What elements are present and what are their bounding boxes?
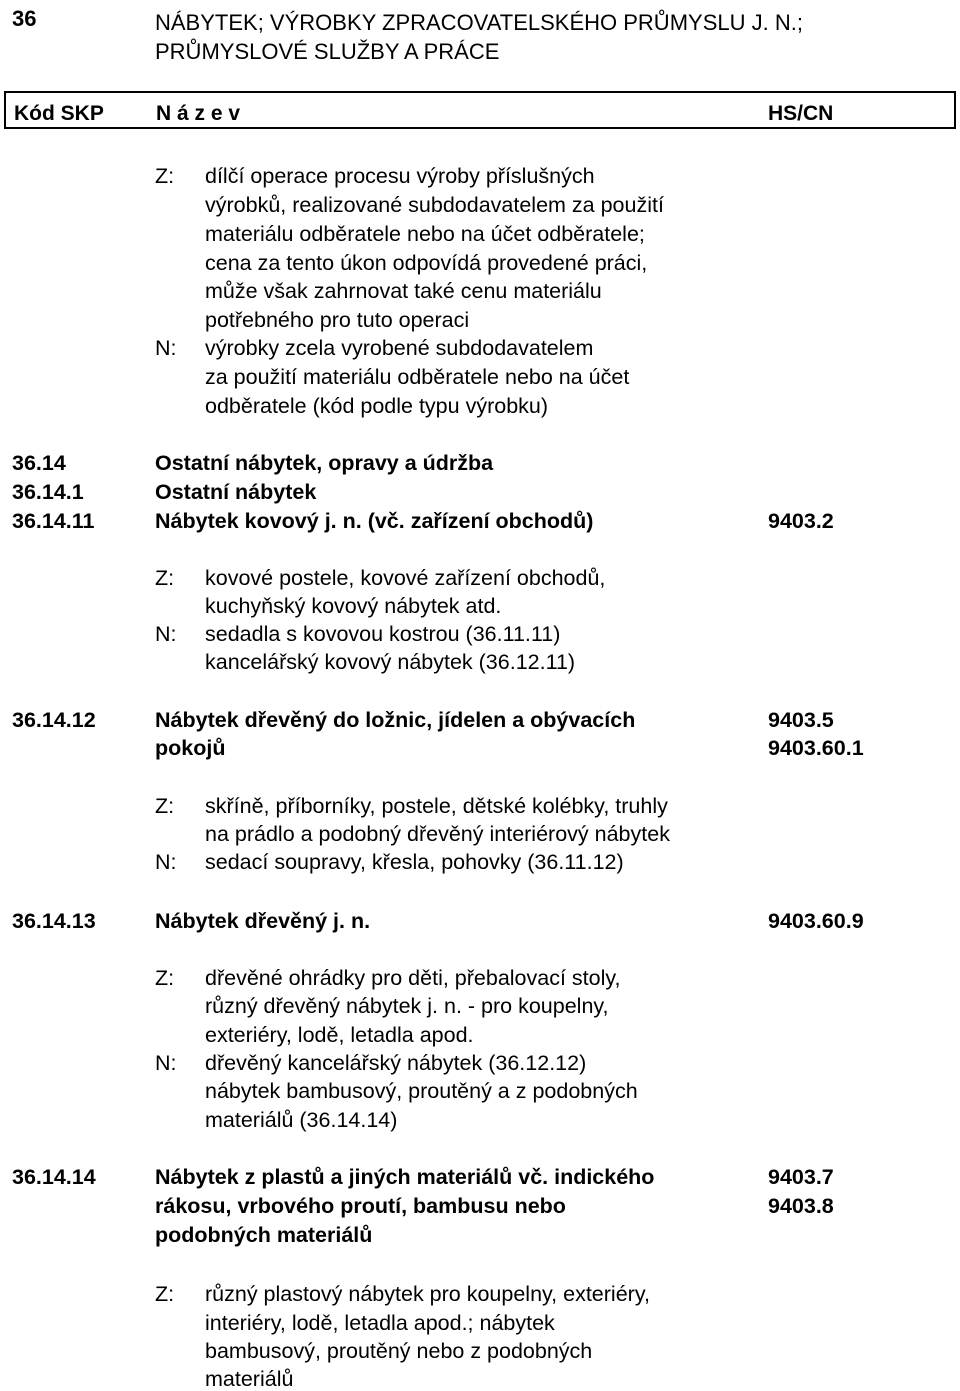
- note-line: různý plastový nábytek pro koupelny, exteriéry,: [205, 1282, 650, 1306]
- include-tag: Z:: [155, 164, 175, 188]
- note-line: dřevěné ohrádky pro děti, přebalovací stoly,: [205, 966, 621, 990]
- item-title: rákosu, vrbového proutí, bambusu nebo: [155, 1194, 566, 1218]
- note-line: na prádlo a podobný dřevěný interiérový nábytek: [205, 822, 670, 846]
- note-line: interiéry, lodě, letadla apod.; nábytek: [205, 1311, 555, 1335]
- note-line: sedací soupravy, křesla, pohovky (36.11.12): [205, 850, 624, 874]
- note-line: za použití materiálu odběratele nebo na účet: [205, 365, 630, 389]
- note-line: výrobků, realizované subdodavatelem za použití: [205, 193, 664, 217]
- group-code: 36.14.1: [12, 480, 84, 504]
- note-line: kuchyňský kovový nábytek atd.: [205, 594, 502, 618]
- exclude-tag: N:: [155, 1051, 177, 1075]
- note-line: může však zahrnovat také cenu materiálu: [205, 279, 602, 303]
- exclude-tag: N:: [155, 622, 177, 646]
- note-line: potřebného pro tuto operaci: [205, 308, 470, 332]
- item-code: 36.14.13: [12, 909, 96, 933]
- item-code: 36.14.12: [12, 708, 96, 732]
- include-tag: Z:: [155, 566, 175, 590]
- page-number: 36: [12, 6, 37, 31]
- column-header-name: N á z e v: [156, 102, 241, 125]
- note-line: kancelářský kovový nábytek (36.12.11): [205, 650, 576, 674]
- hs-code: 9403.60.1: [768, 736, 864, 760]
- table-header: [4, 91, 956, 129]
- exclude-tag: N:: [155, 336, 177, 360]
- note-line: kovové postele, kovové zařízení obchodů,: [205, 566, 606, 590]
- page-title: [155, 8, 803, 66]
- note-line: sedadla s kovovou kostrou (36.11.11): [205, 622, 561, 646]
- include-tag: Z:: [155, 1282, 175, 1306]
- item-code: 36.14.14: [12, 1165, 96, 1189]
- hs-code: 9403.7: [768, 1165, 834, 1189]
- column-header-hs: HS/CN: [768, 102, 834, 125]
- note-line: exteriéry, lodě, letadla apod.: [205, 1023, 474, 1047]
- note-line: skříně, příborníky, postele, dětské kolébky, truhly: [205, 794, 668, 818]
- hs-code: 9403.5: [768, 708, 834, 732]
- include-tag: Z:: [155, 966, 175, 990]
- note-line: různý dřevěný nábytek j. n. - pro koupelny,: [205, 994, 609, 1018]
- exclude-tag: N:: [155, 850, 177, 874]
- note-line: bambusový, proutěný nebo z podobných: [205, 1339, 593, 1363]
- hs-code: 9403.2: [768, 509, 834, 533]
- item-title: podobných materiálů: [155, 1223, 373, 1247]
- group-title: Ostatní nábytek, opravy a údržba: [155, 451, 494, 475]
- page-title-line-2: PRŮMYSLOVÉ SLUŽBY A PRÁCE: [155, 39, 500, 64]
- note-line: materiálů (36.14.14): [205, 1108, 398, 1132]
- column-header-code: Kód SKP: [14, 102, 104, 125]
- item-title: Nábytek z plastů a jiných materiálů vč. indického: [155, 1165, 655, 1189]
- note-line: dílčí operace procesu výroby příslušných: [205, 164, 595, 188]
- note-line: dřevěný kancelářský nábytek (36.12.12): [205, 1051, 587, 1075]
- item-title: pokojů: [155, 736, 226, 760]
- group-title: Ostatní nábytek: [155, 480, 317, 504]
- note-line: materiálů: [205, 1367, 294, 1391]
- item-title: Nábytek dřevěný do ložnic, jídelen a obývacích: [155, 708, 636, 732]
- item-title: Nábytek dřevěný j. n.: [155, 909, 371, 933]
- item-code: 36.14.11: [12, 509, 95, 533]
- note-line: cena za tento úkon odpovídá provedené práci,: [205, 251, 648, 275]
- hs-code: 9403.8: [768, 1194, 834, 1218]
- item-title: Nábytek kovový j. n. (vč. zařízení obchodů): [155, 509, 594, 533]
- hs-code: 9403.60.9: [768, 909, 864, 933]
- note-line: nábytek bambusový, proutěný a z podobných: [205, 1079, 638, 1103]
- note-line: odběratele (kód podle typu výrobku): [205, 394, 549, 418]
- note-line: výrobky zcela vyrobené subdodavatelem: [205, 336, 594, 360]
- page-title-line-1: NÁBYTEK; VÝROBKY ZPRACOVATELSKÉHO PRŮMYSLU J. N.;: [155, 10, 803, 35]
- note-line: materiálu odběratele nebo na účet odběratele;: [205, 222, 645, 246]
- group-code: 36.14: [12, 451, 66, 475]
- include-tag: Z:: [155, 794, 175, 818]
